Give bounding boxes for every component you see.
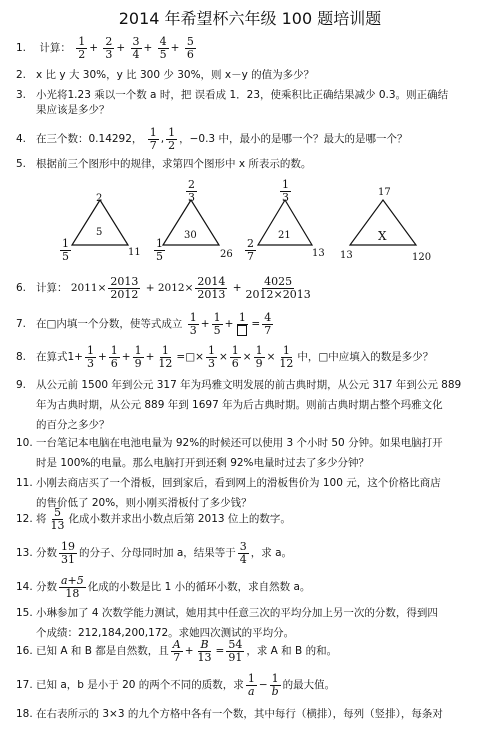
- tri4-right: 120: [412, 252, 432, 263]
- tri1-right: 11: [128, 247, 141, 258]
- triangle-1: [72, 200, 128, 245]
- page-title: 2014 年希望杯六年级 100 题培训题: [118, 9, 382, 28]
- question-1: 1. 计算： $\frac{1}{2}$ + $\frac{2}{3}$ + $\frac{3}{4}$ + $\frac{4}{5}$ + $\frac{5}{6}$: [16, 35, 194, 61]
- tri4-center: X: [378, 229, 387, 243]
- tri2-right: 26: [220, 249, 233, 260]
- question-5: 5. 根据前三个图形中的规律，求第四个图形中 x 所表示的数。: [16, 158, 312, 170]
- question-13: 13. 分数 $\frac{19}{31}$ 的分子、分母同时加 a，结果等于 $\frac{3}{4}$ ，求 a。: [16, 540, 293, 566]
- tri3-center: 21: [278, 230, 291, 241]
- tri1-center: 5: [96, 227, 103, 238]
- blank-box: [237, 325, 247, 336]
- tri3-right: 13: [312, 248, 325, 259]
- tri2-left: $\frac{1}{5}$: [156, 237, 163, 263]
- question-18: 18. 在右表所示的 3×3 的九个方格中各有一个数，其中每行（横排），每列（竖排），每条对: [16, 708, 443, 720]
- question-10: 10. 一台笔记本电脑在电池电量为 92%的时候还可以使用 3 个小时 50 分钟。如果电脑打开 时是 100%的电量。那么电脑打开到还剩 92%电量时过去了多少分钟？: [16, 437, 443, 469]
- question-8: 8. 在算式1+ $\frac{1}{3}$ + $\frac{1}{6}$ + $\frac{1}{9}$ + $\frac{1}{12}$ =□× $\frac{1}{3}$ × $\frac{1}{6}$ × $\frac{1}{9}$ × $\frac{1}{12}$ 中，□中应填入的数是多少？: [16, 344, 434, 370]
- question-9: 9. 从公元前 1500 年到公元 317 年为玛雅文明发展的前古典时期，从公元 317 年到公元 889 年为古典时期，从公元 889 年到 1697 年为后古典时期。则前古典时期占整个玛雅文化 的百分之多少？: [16, 379, 462, 431]
- question-3: 3. 小光将1.23 乘以一个数 a 时，把 误看成 1．23，使乘积比正确结果减少 0.3。则正确结 果应该是多少？: [16, 89, 449, 117]
- question-15: 15. 小琳参加了 4 次数学能力测试，她用其中任意三次的平均分加上另一次的分数，得到四 个成绩：212,184,200,172。求她四次测试的平均分。: [16, 607, 438, 639]
- fraction: $\frac{1}{7}$: [149, 126, 157, 152]
- tri3-top: $\frac{1}{3}$: [282, 178, 289, 204]
- question-11: 11. 小刚去商店买了一个滑板，回到家后，看到网上的滑板售价为 100 元，这个价格比商店 的售价低了 20%，则小刚买滑板付了多少钱？: [16, 477, 441, 509]
- question-16: 16. 已知 A 和 B 都是自然数，且 $\frac{A}{7}$ + $\frac{B}{13}$ = $\frac{54}{91}$ ，求 A 和 B 的和。: [16, 638, 338, 664]
- question-7: 7. 在□内填一个分数，使等式成立 $\frac{1}{3}$ + $\frac{1}{5}$ + 1 = $\frac{4}{7}$: [16, 311, 272, 337]
- tri4-top: 17: [378, 187, 391, 198]
- tri3-left: $\frac{2}{7}$: [247, 237, 254, 263]
- tri1-left: $\frac{1}{5}$: [62, 237, 69, 263]
- tri2-top: $\frac{2}{3}$: [188, 178, 195, 204]
- tri1-top: 2: [96, 193, 103, 204]
- fraction: $\frac{1}{2}$: [78, 35, 86, 61]
- question-4: 4. 在三个数：0.14292， $\frac{1}{7}$ , $\frac{1}{2}$ ，−0.3 中，最小的是哪一个？最大的是哪一个？: [16, 126, 408, 152]
- question-2: 2. x 比 y 大 30%，y 比 300 少 30%，则 x－y 的值为多少？: [16, 69, 315, 81]
- question-17: 17. 已知 a，b 是小于 20 的两个不同的质数，求 $\frac{1}{a}$ − $\frac{1}{b}$ 的最大值。: [16, 672, 336, 698]
- fraction: $\frac{3}{4}$: [132, 35, 140, 61]
- question-6: 6. 计算： 2011× $\frac{2013}{2012}$ + 2012× $\frac{2014}{2013}$ + $\frac{4025}{2012\times 2013}$: [16, 275, 311, 301]
- fraction: $\frac{5}{6}$: [186, 35, 194, 61]
- fraction: $\frac{4}{5}$: [159, 35, 167, 61]
- tri2-center: 30: [184, 230, 197, 241]
- fraction: $\frac{1}{2}$: [168, 126, 176, 152]
- question-12: 12. 将 $\frac{5}{13}$ 化成小数并求出小数点后第 2013 位上的数字。: [16, 506, 291, 532]
- fraction: $\frac{2}{3}$: [105, 35, 113, 61]
- question-14: 14. 分数 $\frac{a+5}{18}$ 化成的小数是比 1 小的循环小数，求自然数 a。: [16, 574, 311, 600]
- tri4-left: 13: [340, 250, 353, 261]
